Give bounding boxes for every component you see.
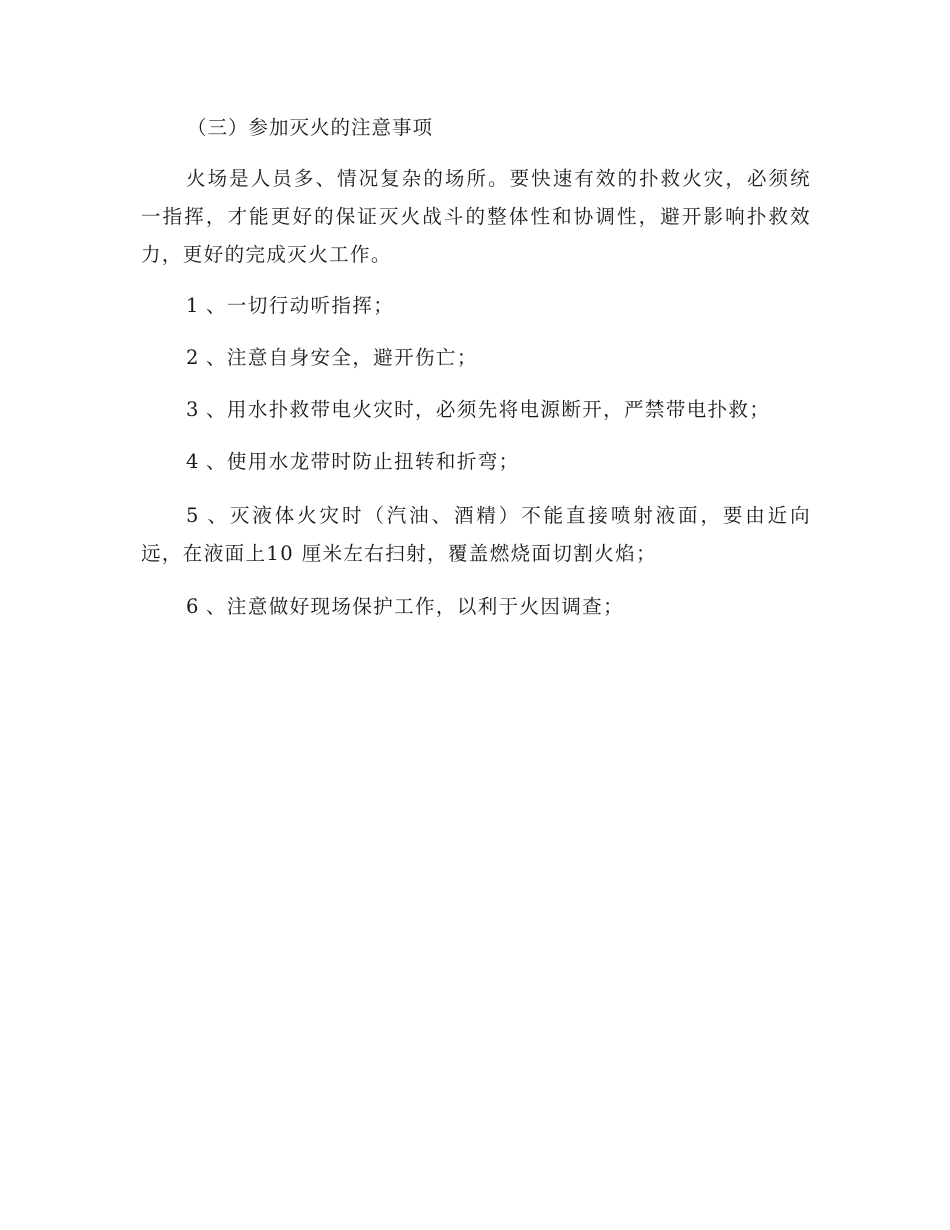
list-item	[141, 339, 811, 377]
item-number: 5	[186, 504, 199, 527]
item-text: 、注意做好现场保护工作，以利于火因调查；	[198, 595, 625, 618]
item-text: 、注意自身安全，避开伤亡；	[198, 346, 478, 369]
intro-paragraph: 火场是人员多、情况复杂的场所。要快速有效的扑救火灾，必须统一指挥，才能更好的保证灭火战斗的整体性和协调性，避开影响扑救效力，更好的完成灭火工作。	[141, 167, 811, 266]
item-number: 4	[186, 450, 199, 473]
item-text: 、使用水龙带时防止扭转和折弯；	[198, 450, 520, 473]
list-item	[141, 391, 811, 429]
item-text: 、灭液体火灾时（汽油、酒精）不能直接喷射液面，要由近向远，在液面上10 厘米左右扫射，覆盖燃烧面切割火焰；	[141, 504, 811, 565]
item-number: 6	[186, 595, 199, 618]
item-number: 1	[186, 294, 199, 317]
item-number: 3	[186, 398, 199, 421]
item-number: 2	[186, 346, 199, 369]
list-item	[141, 497, 811, 573]
list-item	[141, 443, 811, 481]
section-heading: （三）参加灭火的注意事项	[187, 116, 434, 139]
list-item	[141, 588, 811, 626]
list-item	[141, 287, 811, 325]
item-text: 、一切行动听指挥；	[198, 294, 395, 317]
item-text: 、用水扑救带电火灾时，必须先将电源断开，严禁带电扑救；	[198, 398, 771, 421]
